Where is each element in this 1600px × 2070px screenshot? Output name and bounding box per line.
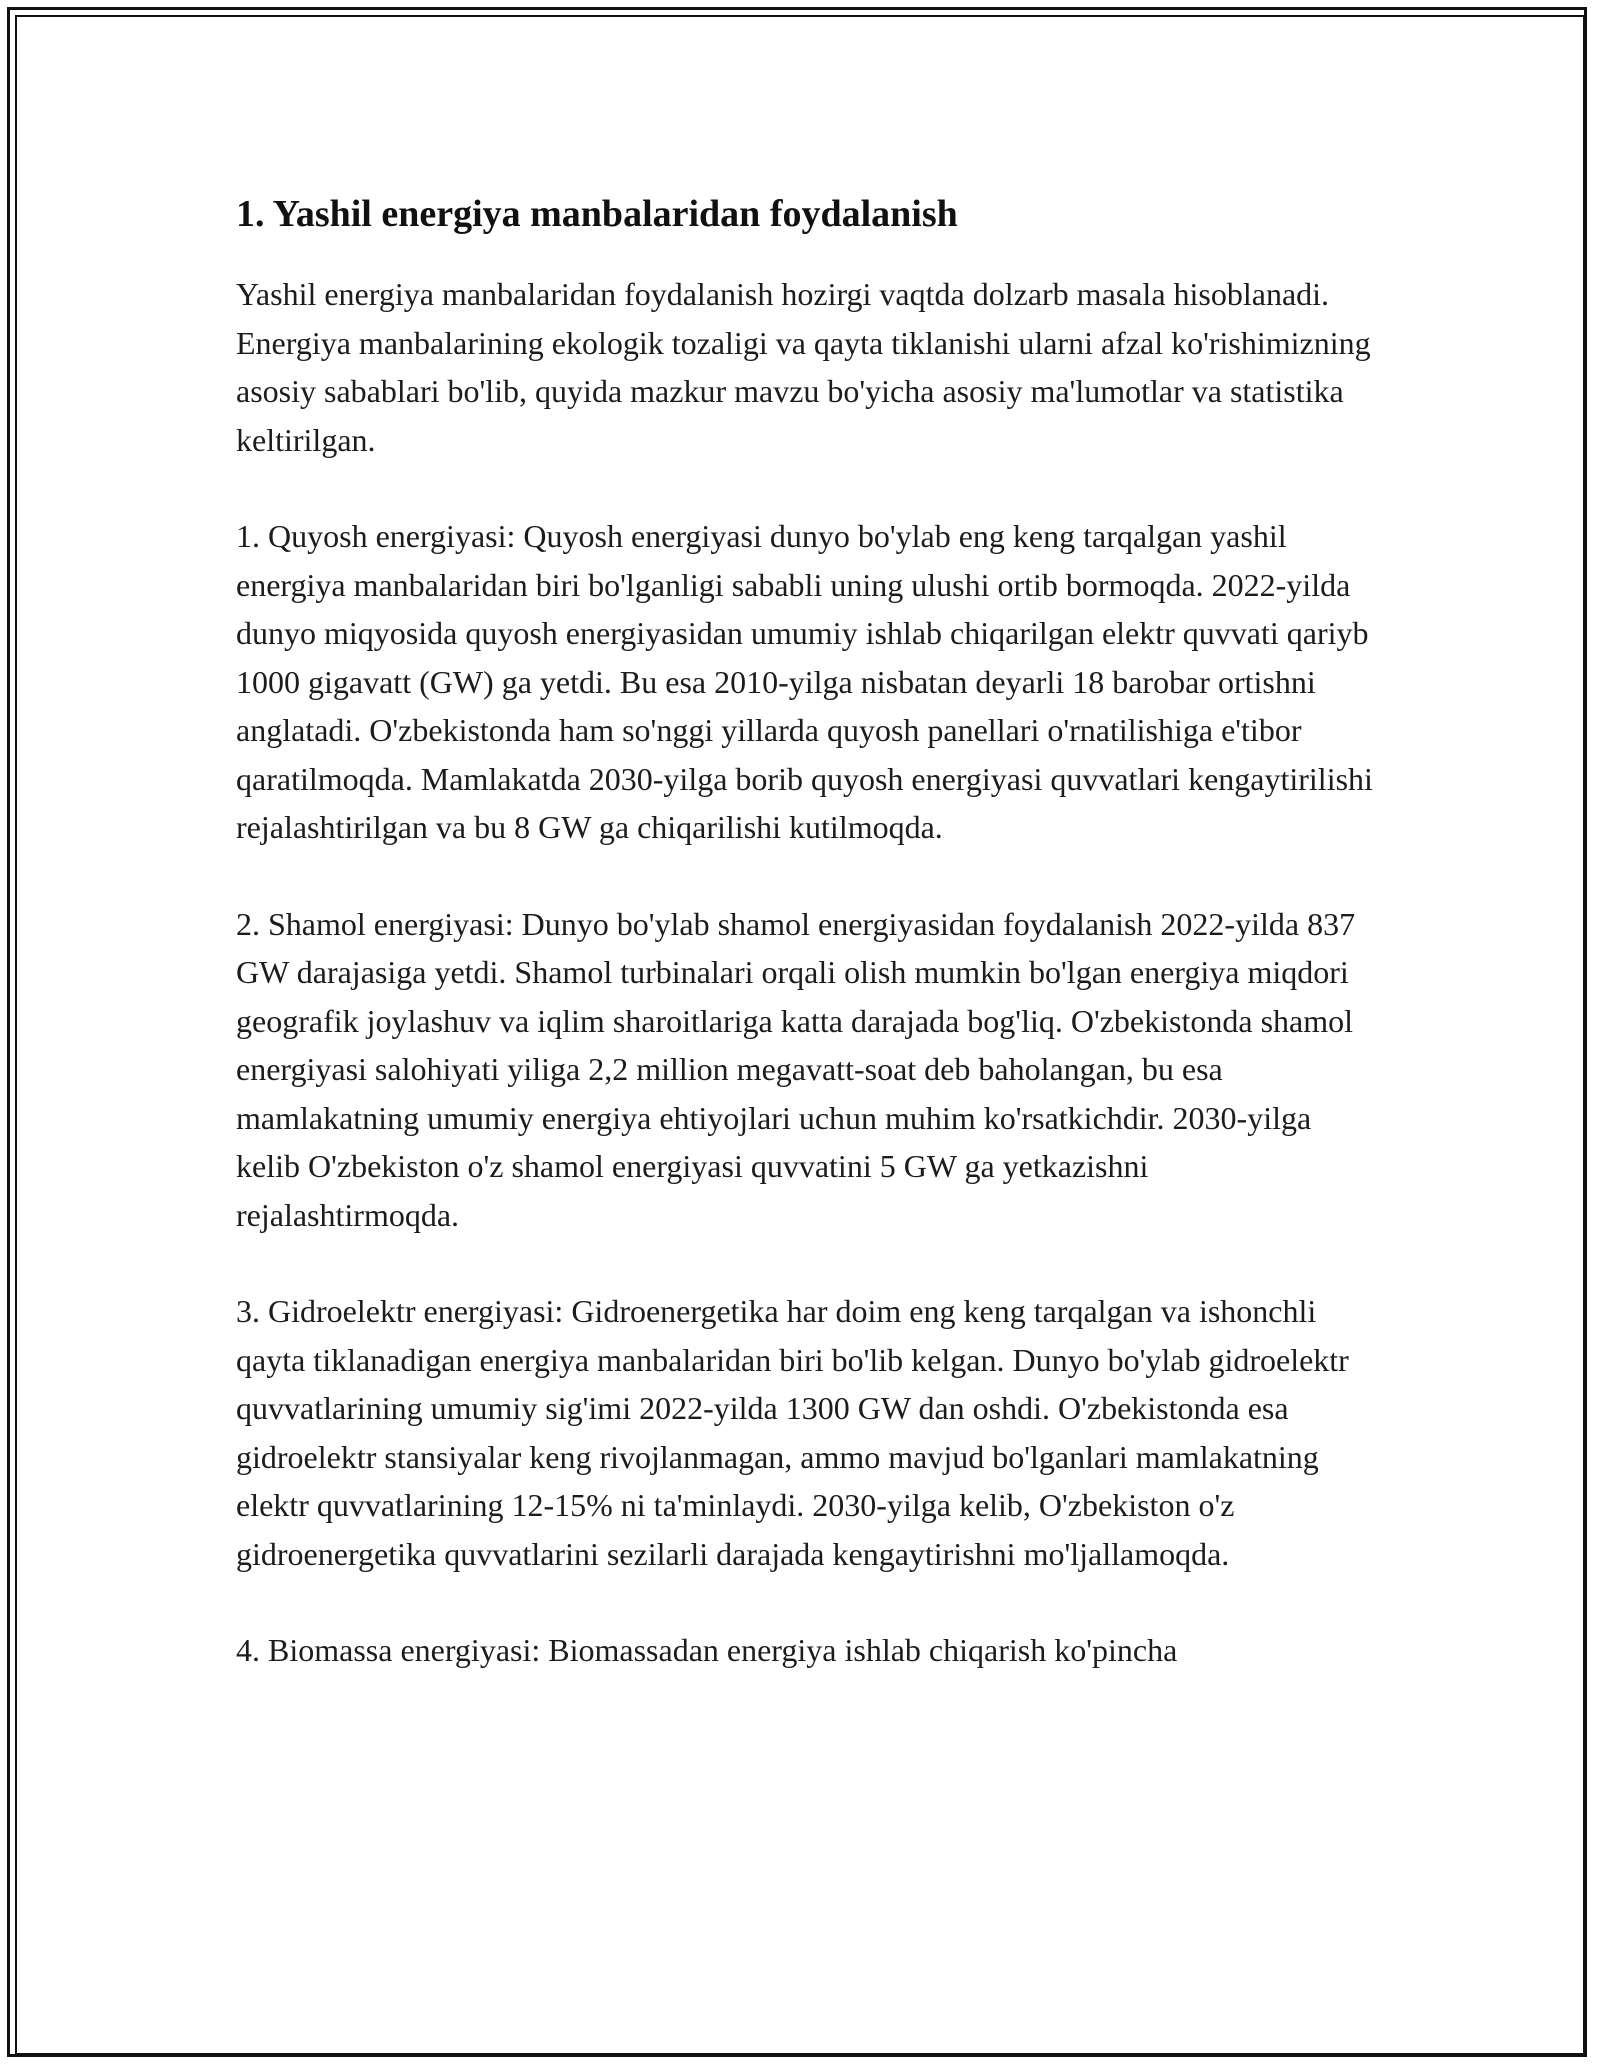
solar-energy-paragraph: 1. Quyosh energiyasi: Quyosh energiyasi dunyo bo'ylab eng keng tarqalgan yashil energiya manbalaridan biri bo'lganligi sababli uning ulushi ortib bormoqda. 2022-yilda dunyo miqyosida quyosh energiyasidan umumiy ishlab chiqarilgan elektr quvvati qariyb 1000 gigavatt (GW) ga yetdi. Bu esa 2010-yilga nisbatan deyarli 18 barobar ortishni anglatadi. O'zbekistonda ham so'nggi yillarda quyosh panellari o'rnatilishiga e'tibor qaratilmoqda. Mamlakatda 2030-yilga borib quyosh energiyasi quvvatlari kengaytirilishi rejalashtirilgan va bu 8 GW ga chiqarilishi kutilmoqda. <box>236 518 1373 845</box>
intro-paragraph: Yashil energiya manbalaridan foydalanish hozirgi vaqtda dolzarb masala hisoblanadi. Energiya manbalarining ekologik tozaligi va qayta tiklanishi ularni afzal ko'rishimizning asosiy sabablari bo'lib, quyida mazkur mavzu bo'yicha asosiy ma'lumotlar va statistika keltirilgan. <box>236 276 1371 458</box>
hydro-energy-paragraph: 3. Gidroelektr energiyasi: Gidroenergetika har doim eng keng tarqalgan va ishonchli qayta tiklanadigan energiya manbalaridan biri bo'lib kelgan. Dunyo bo'ylab gidroelektr quvvatlarining umumiy sig'imi 2022-yilda 1300 GW dan oshdi. O'zbekistonda esa gidroelektr stansiyalar keng rivojlanmagan, ammo mavjud bo'lganlari mamlakatning elektr quvvatlarining 12-15% ni ta'minlaydi. 2030-yilga kelib, O'zbekiston o'z gidroenergetika quvvatlarini sezilarli darajada kengaytirishni mo'ljallamoqda. <box>236 1293 1349 1572</box>
document-heading: 1. Yashil energiya manbalaridan foydalanish <box>236 193 958 235</box>
wind-energy-paragraph: 2. Shamol energiyasi: Dunyo bo'ylab shamol energiyasidan foydalanish 2022-yilda 837 GW darajasiga yetdi. Shamol turbinalari orqali olish mumkin bo'lgan energiya miqdori geografik joylashuv va iqlim sharoitlariga katta darajada bog'liq. O'zbekistonda shamol energiyasi salohiyati yiliga 2,2 million megavatt-soat deb baholangan, bu esa mamlakatning umumiy energiya ehtiyojlari uchun muhim ko'rsatkichdir. 2030-yilga kelib O'zbekiston o'z shamol energiyasi quvvatini 5 GW ga yetkazishni rejalashtirmoqda. <box>236 905 1356 1233</box>
biomass-energy-paragraph: 4. Biomassa energiyasi: Biomassadan energiya ishlab chiqarish ko'pincha <box>236 1632 1178 1668</box>
document-body <box>236 188 1376 1723</box>
